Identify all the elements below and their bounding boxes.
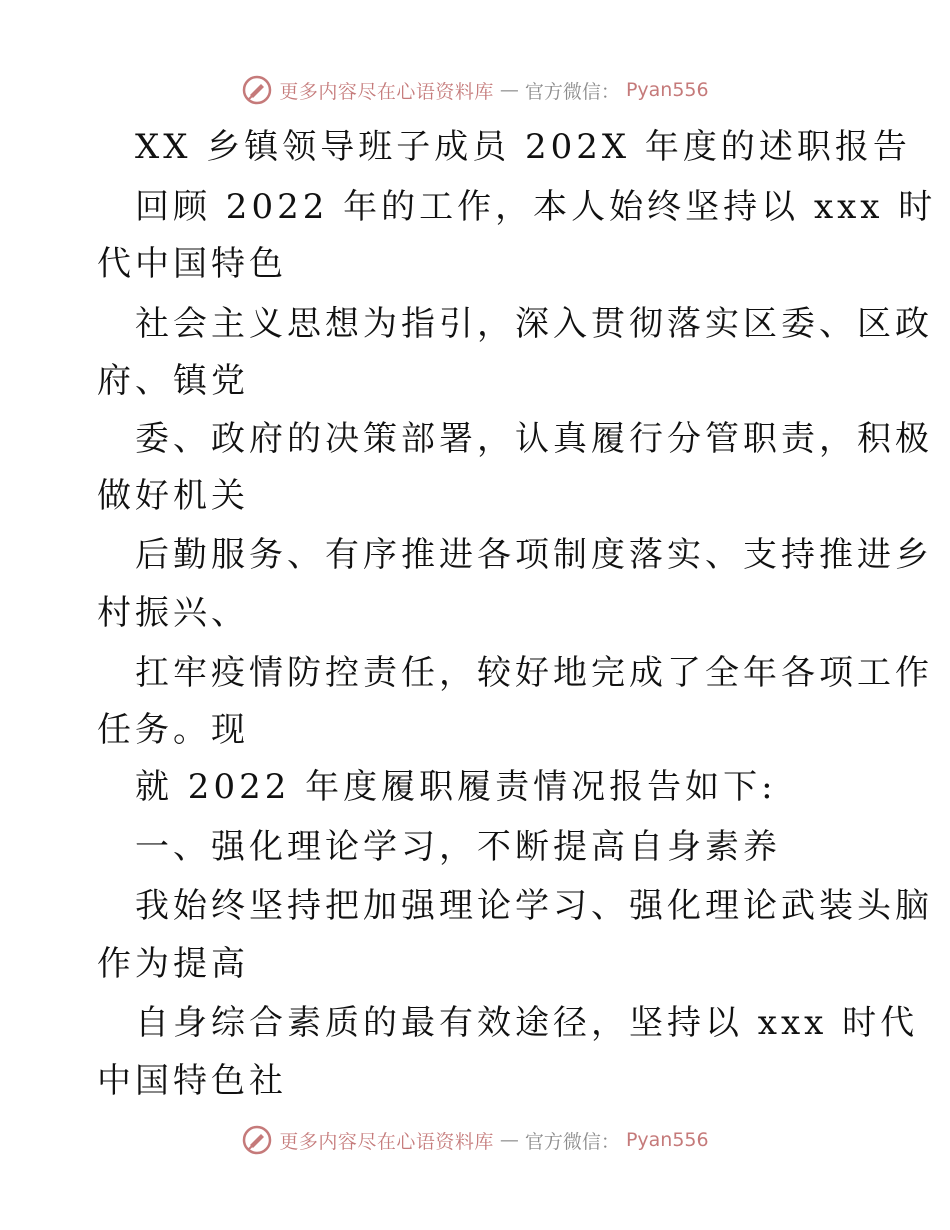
paragraph-line: 府、镇党 <box>97 361 249 401</box>
section-heading: 一、强化理论学习，不断提高自身素养 <box>135 827 781 867</box>
paragraph-line: 代中国特色 <box>97 244 287 284</box>
paragraph-line: 中国特色社 <box>97 1061 287 1101</box>
watermark-separator: — <box>499 79 519 101</box>
watermark-official-label: 官方微信： <box>524 1130 620 1153</box>
paragraph-line: 后勤服务、有序推进各项制度落实、支持推进乡 <box>135 535 933 575</box>
document-title: XX 乡镇领导班子成员 202X 年度的述职报告 <box>135 127 911 167</box>
paragraph-line: 做好机关 <box>97 476 249 516</box>
paragraph-line: 村振兴、 <box>97 593 249 633</box>
watermark-wechat-id: Pyan556 <box>625 1129 709 1151</box>
watermark-official-label: 官方微信： <box>524 80 620 103</box>
paragraph-line: 任务。现 <box>97 710 249 750</box>
paragraph-line: 就 2022 年度履职履责情况报告如下: <box>135 767 777 807</box>
watermark-wechat-id: Pyan556 <box>625 79 709 101</box>
paragraph-line: 委、政府的决策部署，认真履行分管职责，积极 <box>135 419 933 459</box>
pen-seal-icon <box>241 74 273 106</box>
paragraph-line: 回顾 2022 年的工作，本人始终坚持以 xxx 时 <box>135 187 937 227</box>
paragraph-line: 扛牢疫情防控责任，较好地完成了全年各项工作 <box>135 653 933 693</box>
pen-seal-icon <box>241 1124 273 1156</box>
header-watermark <box>0 70 950 110</box>
paragraph-line: 我始终坚持把加强理论学习、强化理论武装头脑 <box>135 886 933 926</box>
paragraph-line: 自身综合素质的最有效途径，坚持以 xxx 时代 <box>135 1003 919 1043</box>
watermark-text: 更多内容尽在心语资料库 <box>279 1130 494 1153</box>
watermark-text: 更多内容尽在心语资料库 <box>279 80 494 103</box>
paragraph-line: 社会主义思想为指引，深入贯彻落实区委、区政 <box>135 304 933 344</box>
footer-watermark <box>0 1120 950 1160</box>
paragraph-line: 作为提高 <box>97 944 249 984</box>
watermark-separator: — <box>499 1129 519 1151</box>
